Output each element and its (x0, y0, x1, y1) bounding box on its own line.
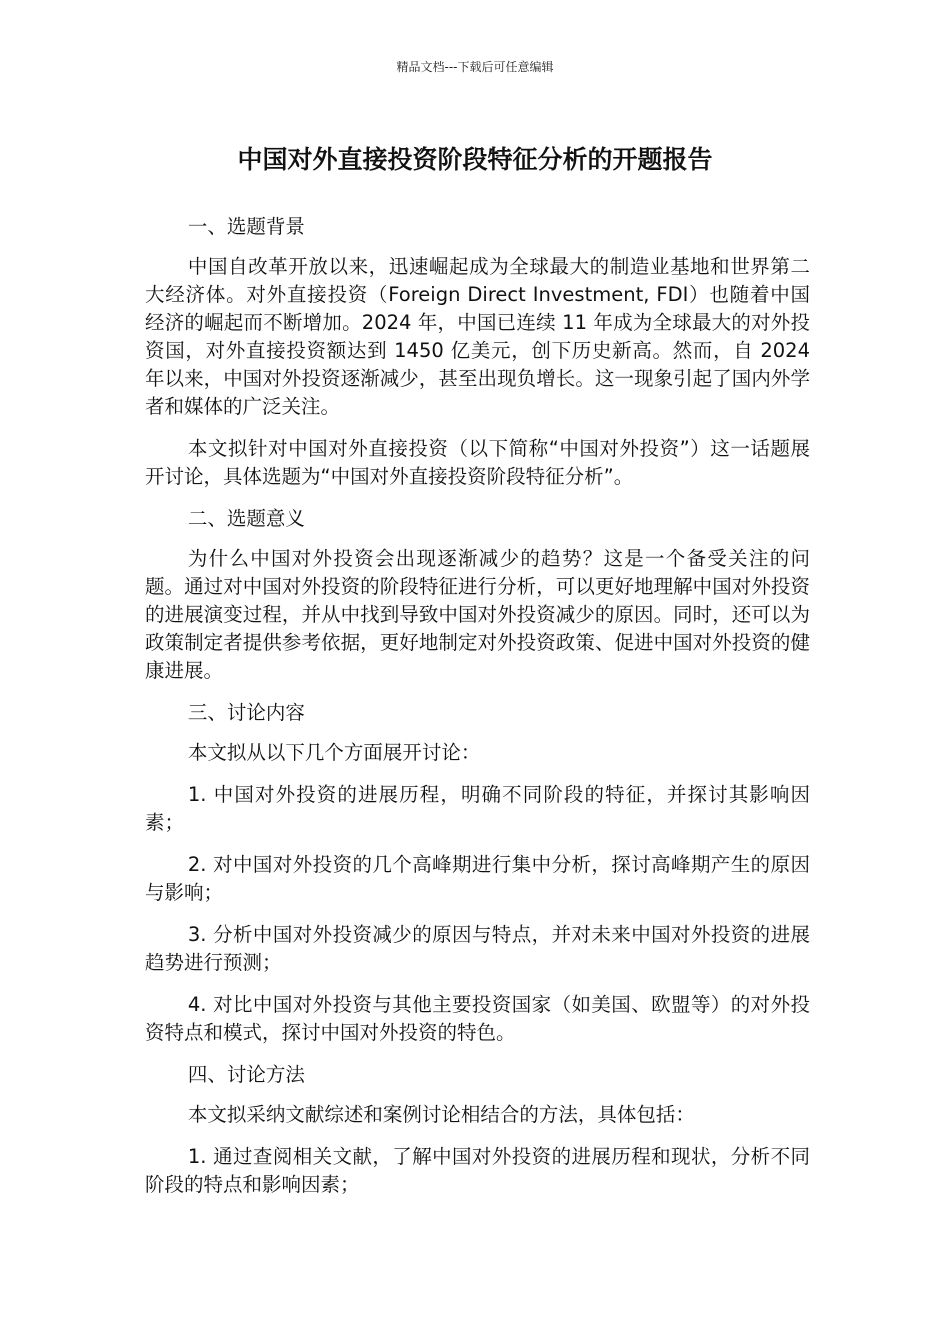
paragraph: 中国自改革开放以来，迅速崛起成为全球最大的制造业基地和世界第二大经济体。对外直接投资（Foreign Direct Investment, FDI）也随着中国经济的崛起而不断增加。2024 年，中国已连续 11 年成为全球最大的对外投资国，对外直接投资额达到 1450 亿美元，创下历史新高。然而，自 2024 年以来，中国对外投资逐渐减少，甚至出现负增长。这一现象引起了国内外学者和媒体的广泛关注。 (145, 255, 810, 418)
section-heading-method: 四、讨论方法 (187, 1063, 305, 1086)
paragraph: 为什么中国对外投资会出现逐渐减少的趋势？这是一个备受关注的问题。通过对中国对外投资的阶段特征进行分析，可以更好地理解中国对外投资的进展演变过程，并从中找到导致中国对外投资减少的原因。同时，还可以为政策制定者提供参考依据，更好地制定对外投资政策、促进中国对外投资的健康进展。 (145, 547, 810, 682)
document-body (145, 213, 810, 1213)
paragraph: 本文拟从以下几个方面展开讨论： (187, 741, 481, 764)
section-heading-background: 一、选题背景 (187, 215, 305, 238)
list-item: 1. 通过查阅相关文献，了解中国对外投资的进展历程和现状，分析不同阶段的特点和影响因素； (145, 1145, 810, 1196)
list-item: 2. 对中国对外投资的几个高峰期进行集中分析，探讨高峰期产生的原因与影响； (145, 853, 810, 904)
paragraph: 本文拟采纳文献综述和案例讨论相结合的方法，具体包括： (187, 1103, 695, 1126)
list-item: 4. 对比中国对外投资与其他主要投资国家（如美国、欧盟等）的对外投资特点和模式，探讨中国对外投资的特色。 (145, 993, 810, 1044)
document-title: 中国对外直接投资阶段特征分析的开题报告 (237, 145, 713, 174)
section-heading-significance: 二、选题意义 (187, 507, 305, 530)
section-heading-content: 三、讨论内容 (187, 701, 305, 724)
list-item: 3. 分析中国对外投资减少的原因与特点，并对未来中国对外投资的进展趋势进行预测； (145, 923, 810, 974)
paragraph: 本文拟针对中国对外直接投资（以下简称“中国对外投资”）这一话题展开讨论，具体选题为“中国对外直接投资阶段特征分析”。 (145, 437, 810, 488)
list-item: 1. 中国对外投资的进展历程，明确不同阶段的特征，并探讨其影响因素； (145, 783, 810, 834)
header-note: 精品文档---下载后可任意编辑 (396, 60, 554, 74)
